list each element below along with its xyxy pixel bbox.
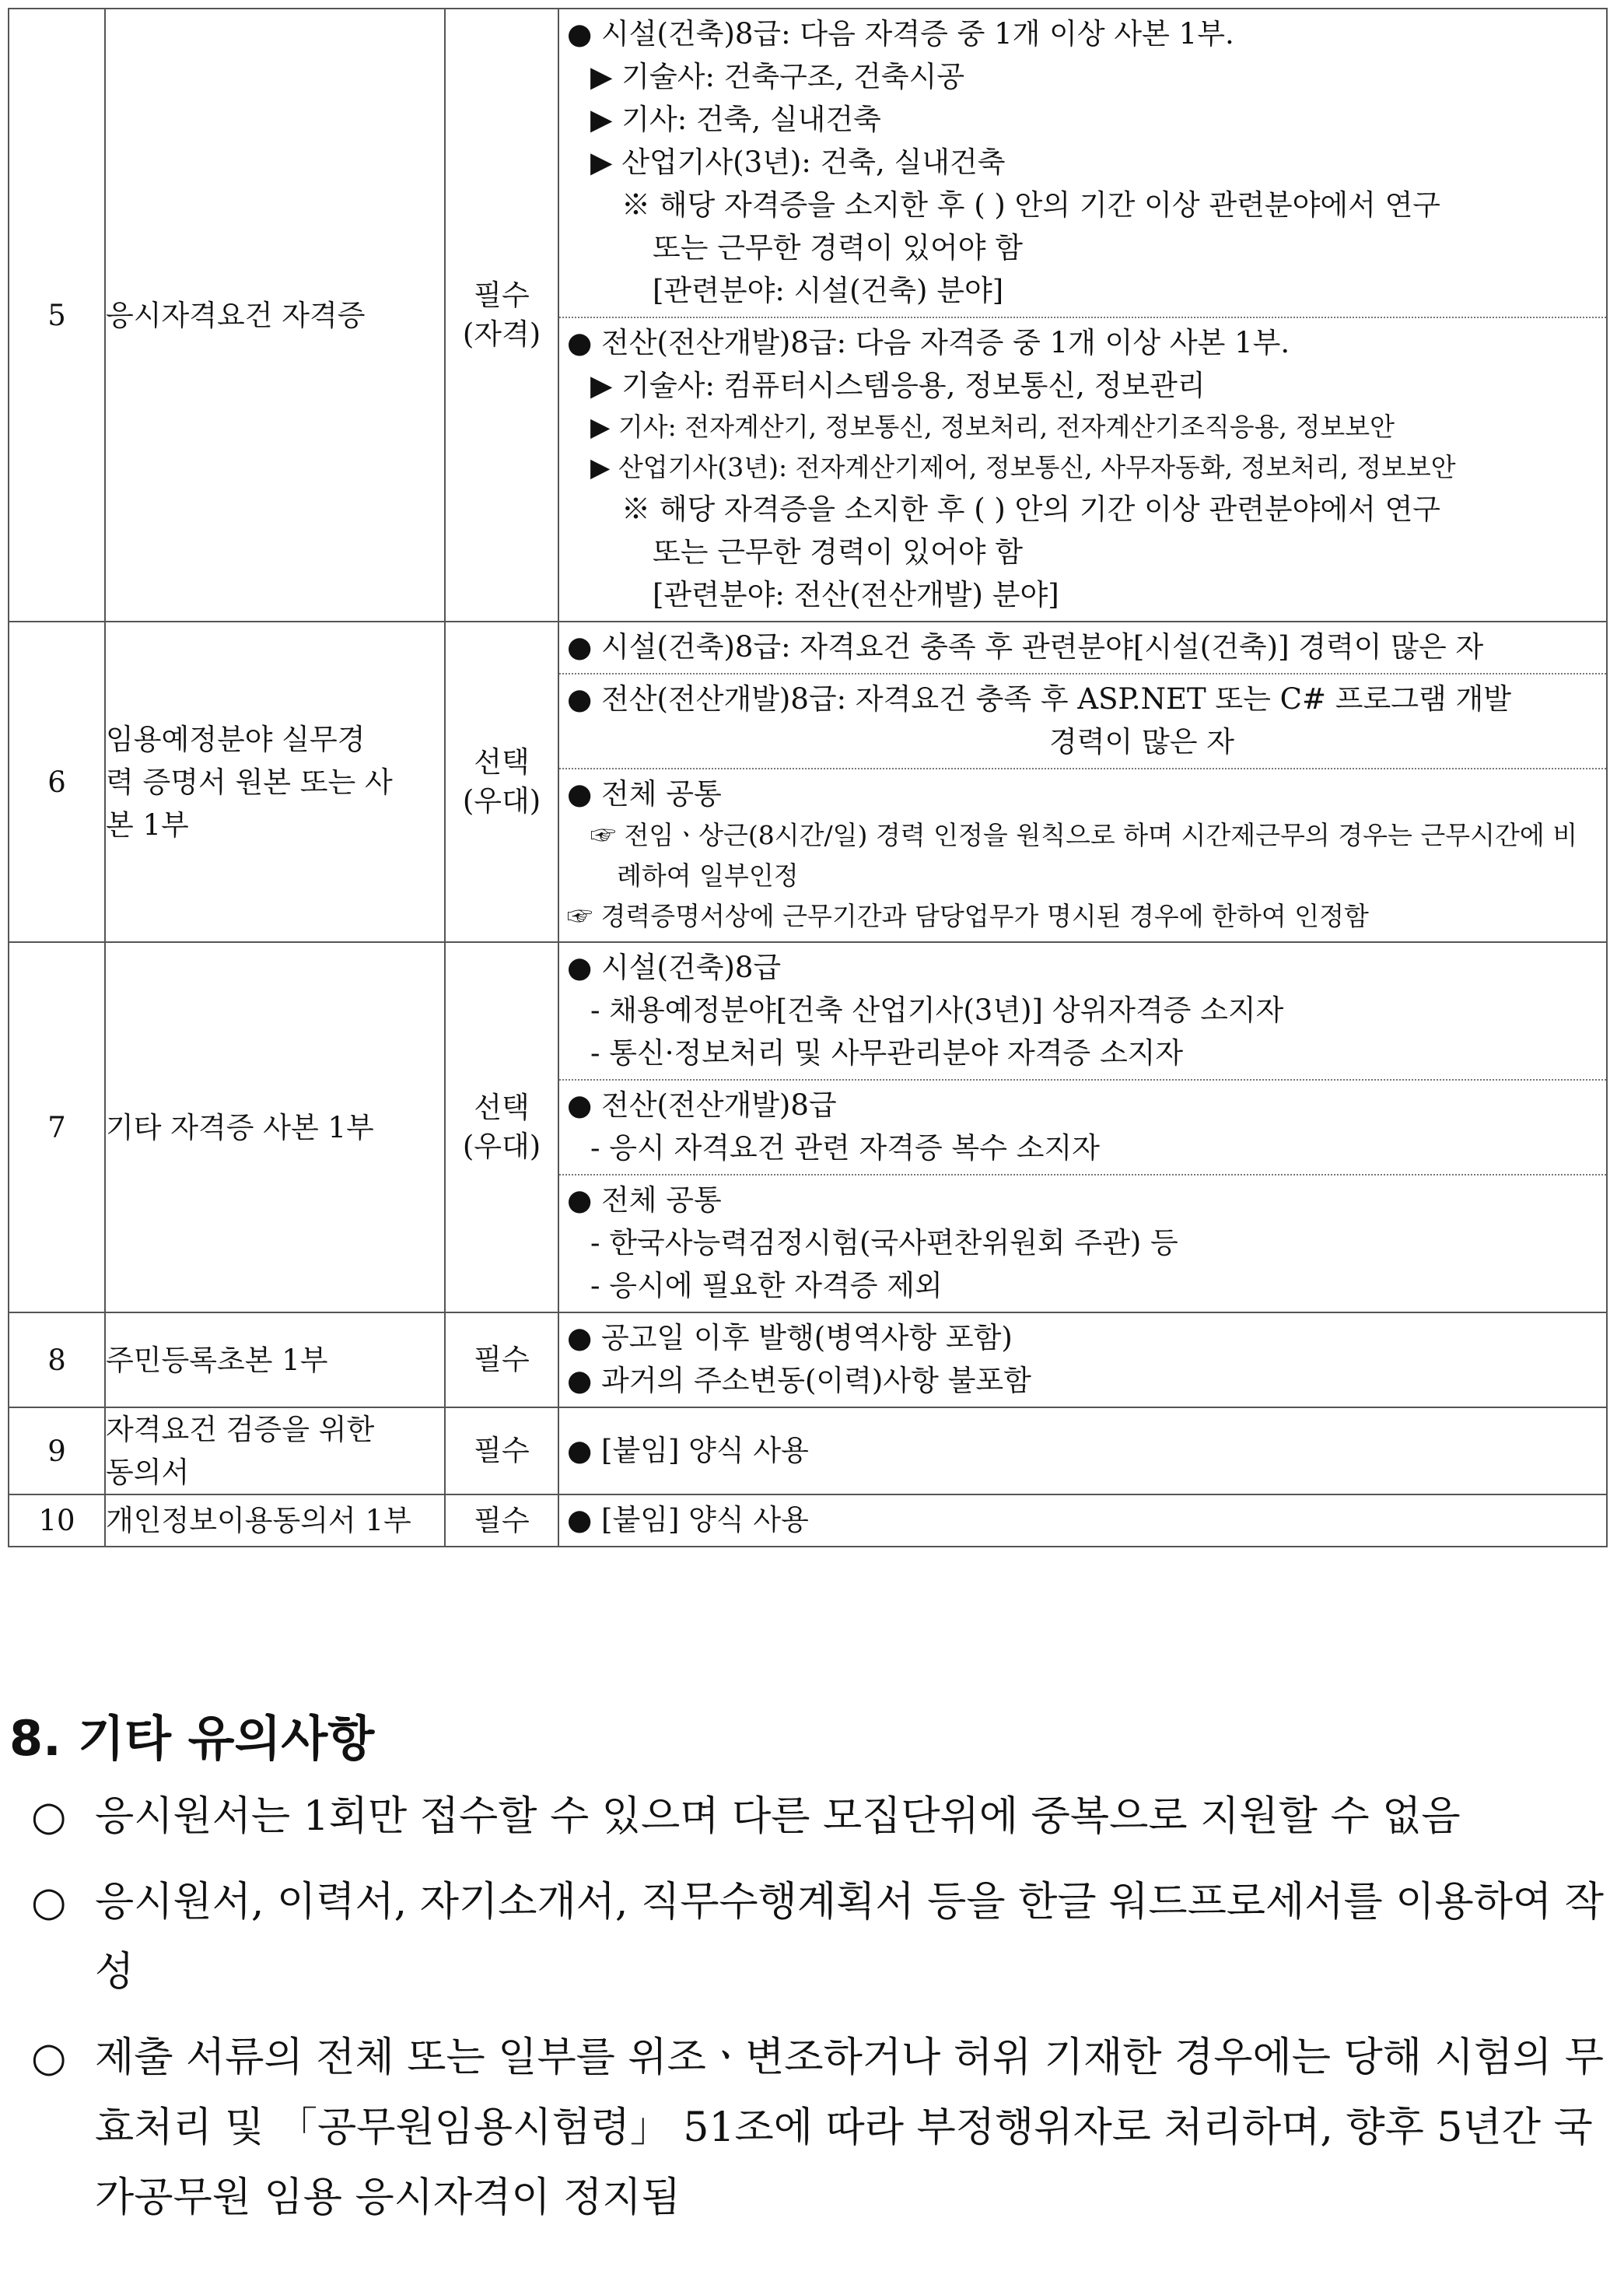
note-item [31,2023,1610,2233]
detail-line: ▶ 산업기사(3년): 건축, 실내건축 [590,145,1006,179]
details-cell [558,622,1607,942]
table-row [9,622,1607,942]
detail-line: ● 전산(전산개발)8급: 다음 자격증 중 1개 이상 사본 1부. [567,326,1290,359]
detail-line: 경력이 많은 자 [1049,725,1234,759]
detail-line: 또는 근무한 경력이 있어야 함 [653,535,1023,569]
detail-line: - 통신·정보처리 및 사무관리분야 자격증 소지자 [590,1036,1184,1070]
table-row [9,1494,1607,1547]
requirement-type-line: 필수 [474,1434,530,1467]
detail-line: ● 전산(전산개발)8급 [567,1088,837,1122]
table-row [9,1312,1607,1407]
row-number: 8 [9,1312,105,1407]
details-cell [558,942,1607,1312]
details-cell [558,1312,1607,1407]
detail-line: - 응시에 필요한 자격증 제외 [590,1269,943,1302]
circle-bullet-icon: ○ [31,1793,67,1840]
detail-line: ● 공고일 이후 발행(병역사항 포함) [567,1321,1013,1354]
detail-line: ▶ 기사: 건축, 실내건축 [590,103,881,136]
detail-line: ● 전체 공통 [567,1183,722,1217]
detail-line: - 응시 자격요건 관련 자격증 복수 소지자 [590,1131,1100,1165]
details-section [559,1426,1606,1477]
details-section [559,317,1606,621]
section-title: 8. 기타 유의사항 [9,1710,375,1767]
details-section [559,673,1606,768]
details-section [559,9,1606,317]
required-documents-table [8,8,1608,1547]
document-name [105,1312,445,1407]
table-row [9,9,1607,622]
requirement-type-line: 필수 [474,1343,530,1376]
detail-line: ☞ 경력증명서상에 근무기간과 담당업무가 명시된 경우에 한하여 인정함 [567,901,1369,931]
requirement-type [445,1312,558,1407]
document-name [105,9,445,622]
table-row [9,1407,1607,1494]
requirement-type-line: 필수 [474,279,530,312]
row-number: 5 [9,9,105,622]
table-row [9,942,1607,1312]
detail-line: ● 시설(건축)8급 [567,951,782,984]
detail-line: ▶ 산업기사(3년): 전자계산기제어, 정보통신, 사무자동화, 정보처리, 정보보안 [590,452,1456,482]
details-section [559,1313,1606,1407]
detail-line: ☞ 전임ㆍ상근(8시간/일) 경력 인정을 원칙으로 하며 시간제근무의 경우는 근무시간에 비례하여 일부인정 [590,820,1578,891]
details-section [559,1079,1606,1174]
detail-line: - 채용예정분야[건축 산업기사(3년)] 상위자격증 소지자 [590,993,1284,1027]
detail-line: ● 시설(건축)8급: 다음 자격증 중 1개 이상 사본 1부. [567,17,1234,51]
document-name-line: 응시자격요건 자격증 [106,298,366,332]
document-name [105,1407,445,1494]
table-body [9,9,1607,1547]
detail-line: 또는 근무한 경력이 있어야 함 [653,231,1023,265]
details-section [559,1174,1606,1312]
document-name-line: 력 증명서 원본 또는 사 [106,765,393,799]
row-number: 9 [9,1407,105,1494]
requirement-type [445,622,558,942]
details-section [559,943,1606,1079]
requirement-type-line: 필수 [474,1503,530,1537]
detail-line: ● [붙임] 양식 사용 [567,1433,809,1467]
detail-line: ● [붙임] 양식 사용 [567,1503,809,1536]
document-name-line: 개인정보이용동의서 1부 [106,1504,411,1537]
detail-line: ※ 해당 자격증을 소지한 후 ( ) 안의 기간 이상 관련분야에서 연구 [621,492,1441,526]
details-section [559,1495,1606,1546]
detail-line: ▶ 기사: 전자계산기, 정보통신, 정보처리, 전자계산기조직응용, 정보보안 [590,412,1395,442]
detail-line: ▶ 기술사: 건축구조, 건축시공 [590,60,965,93]
row-number: 7 [9,942,105,1312]
requirement-type-line: 선택 [474,745,530,779]
details-cell [558,9,1607,622]
note-text: 응시원서는 1회만 접수할 수 있으며 다른 모집단위에 중복으로 지원할 수 없음 [95,1793,1461,1840]
document-name-line: 자격요건 검증을 위한 [106,1413,375,1446]
details-section [559,768,1606,941]
requirement-type-line: (우대) [462,784,541,818]
note-item [31,1782,1610,1852]
row-number: 10 [9,1494,105,1547]
details-cell [558,1494,1607,1547]
requirement-type-line: 선택 [474,1091,530,1124]
details-section [559,622,1606,673]
requirement-type-line: (자격) [462,317,541,351]
document-name-line: 동의서 [106,1456,190,1489]
detail-line: ● 과거의 주소변동(이력)사항 불포함 [567,1364,1031,1397]
detail-line: ● 전산(전산개발)8급: 자격요건 충족 후 ASP.NET 또는 C# 프로그램 개발 [567,682,1511,716]
document-name-line: 주민등록초본 1부 [106,1343,328,1377]
note-item [31,1867,1610,2007]
document-name-line: 본 1부 [106,808,189,842]
document-name-line: 기타 자격증 사본 1부 [106,1110,374,1144]
document-name [105,622,445,942]
notes-list [31,1782,1610,2248]
requirement-type-line: (우대) [462,1130,541,1163]
details-cell [558,1407,1607,1494]
detail-line: ▶ 기술사: 컴퓨터시스템응용, 정보통신, 정보관리 [590,369,1206,402]
circle-bullet-icon: ○ [31,2034,67,2081]
note-text: 제출 서류의 전체 또는 일부를 위조ㆍ변조하거나 허위 기재한 경우에는 당해 시험의 무효처리 및 「공무원임용시험령」 51조에 따라 부정행위자로 처리하며, 향후 5년간 국가공무원 임용 응시자격이 정지됨 [95,2034,1604,2221]
document-name [105,942,445,1312]
requirement-type [445,1494,558,1547]
detail-line: [관련분야: 시설(건축) 분야] [653,274,1004,307]
document-name-line: 임용예정분야 실무경 [106,722,366,756]
detail-line: ※ 해당 자격증을 소지한 후 ( ) 안의 기간 이상 관련분야에서 연구 [621,188,1441,222]
document-name [105,1494,445,1547]
requirement-type [445,1407,558,1494]
detail-line: ● 전체 공통 [567,777,722,811]
note-text: 응시원서, 이력서, 자기소개서, 직무수행계획서 등을 한글 워드프로세서를 이용하여 작성 [95,1879,1604,1995]
detail-line: - 한국사능력검정시험(국사편찬위원회 주관) 등 [590,1226,1178,1260]
row-number: 6 [9,622,105,942]
requirement-type [445,9,558,622]
detail-line: ● 시설(건축)8급: 자격요건 충족 후 관련분야[시설(건축)] 경력이 많은 자 [567,630,1484,664]
circle-bullet-icon: ○ [31,1879,67,1925]
detail-line: [관련분야: 전산(전산개발) 분야] [653,578,1059,611]
requirement-type [445,942,558,1312]
